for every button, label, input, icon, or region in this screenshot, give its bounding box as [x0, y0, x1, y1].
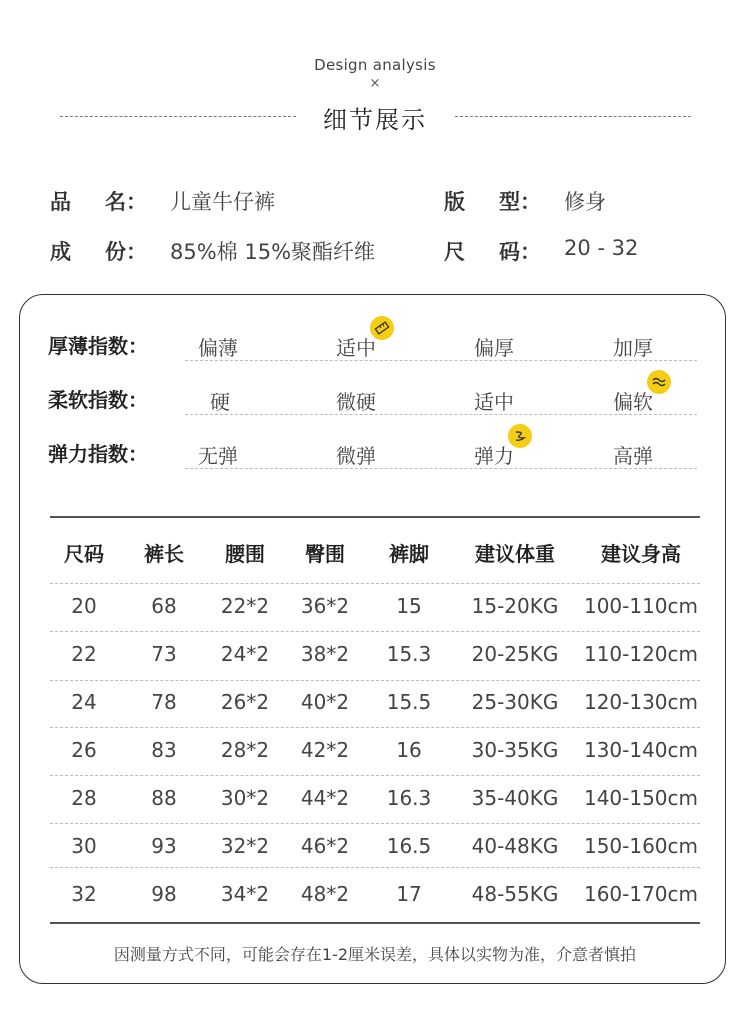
table-cell: 25-30KG [471, 690, 559, 714]
index-option: 适中 [336, 336, 376, 360]
table-row-divider [50, 823, 700, 824]
fit-label: 版 型： [444, 190, 541, 214]
product-name-label: 品 名： [50, 190, 147, 214]
table-cell: 93 [151, 834, 177, 858]
table-cell: 48-55KG [471, 882, 559, 906]
table-cell: 32*2 [220, 834, 270, 858]
table-row-divider [50, 775, 700, 776]
table-cell: 17 [396, 882, 422, 906]
table-cell: 30 [71, 834, 97, 858]
table-cell: 68 [151, 594, 177, 618]
table-row-divider [50, 583, 700, 584]
table-header-cell: 建议体重 [475, 542, 555, 566]
page-title: 细节展示 [323, 106, 427, 134]
table-cell: 24*2 [220, 642, 270, 666]
table-cell: 32 [71, 882, 97, 906]
table-cell: 26 [71, 738, 97, 762]
table-cell: 83 [151, 738, 177, 762]
table-cell: 42*2 [300, 738, 350, 762]
table-cell: 24 [71, 690, 97, 714]
table-row-divider [50, 680, 700, 681]
table-header-cell: 建议身高 [601, 542, 681, 566]
table-cell: 15.5 [386, 690, 432, 714]
table-cell: 88 [151, 786, 177, 810]
times-symbol: × [369, 76, 381, 91]
table-cell: 100-110cm [583, 594, 699, 618]
product-name-value: 儿童牛仔裤 [170, 190, 275, 214]
index-label: 厚薄指数： [48, 334, 148, 358]
table-cell: 38*2 [300, 642, 350, 666]
ruler-icon [370, 316, 394, 340]
table-cell: 44*2 [300, 786, 350, 810]
table-cell: 26*2 [220, 690, 270, 714]
table-cell: 130-140cm [583, 738, 699, 762]
wave-icon [647, 370, 671, 394]
table-cell: 22*2 [220, 594, 270, 618]
table-row-divider [50, 631, 700, 632]
size-range-label: 尺 码： [444, 240, 541, 264]
table-cell: 20 [71, 594, 97, 618]
spring-icon [508, 424, 532, 448]
table-cell: 28 [71, 786, 97, 810]
table-cell: 120-130cm [583, 690, 699, 714]
table-cell: 16.3 [386, 786, 432, 810]
table-cell: 36*2 [300, 594, 350, 618]
table-cell: 73 [151, 642, 177, 666]
table-cell: 15 [396, 594, 422, 618]
index-divider [185, 468, 697, 469]
table-cell: 15-20KG [471, 594, 559, 618]
table-header-cell: 腰围 [225, 542, 265, 566]
table-cell: 30*2 [220, 786, 270, 810]
table-cell: 16 [396, 738, 422, 762]
index-label: 柔软指数： [48, 388, 148, 412]
table-header-cell: 尺码 [64, 542, 104, 566]
index-option: 偏厚 [474, 336, 514, 360]
table-cell: 35-40KG [471, 786, 559, 810]
table-cell: 40-48KG [471, 834, 559, 858]
fit-value: 修身 [564, 190, 606, 214]
table-bottom-border [50, 922, 700, 924]
table-cell: 20-25KG [471, 642, 559, 666]
table-cell: 16.5 [386, 834, 432, 858]
size-range-value: 20 - 32 [564, 236, 639, 260]
table-cell: 30-35KG [471, 738, 559, 762]
table-cell: 15.3 [386, 642, 432, 666]
table-row-divider [50, 867, 700, 868]
index-option: 硬 [210, 390, 230, 414]
table-cell: 46*2 [300, 834, 350, 858]
table-cell: 160-170cm [583, 882, 699, 906]
index-option: 高弹 [613, 444, 653, 468]
index-option: 适中 [474, 390, 514, 414]
table-cell: 98 [151, 882, 177, 906]
index-label: 弹力指数： [48, 442, 148, 466]
index-option: 加厚 [613, 336, 653, 360]
table-cell: 78 [151, 690, 177, 714]
table-cell: 110-120cm [583, 642, 699, 666]
table-cell: 34*2 [220, 882, 270, 906]
composition-label: 成 份： [50, 240, 147, 264]
title-divider-right [455, 116, 691, 117]
table-header-cell: 裤脚 [389, 542, 429, 566]
design-analysis-subtitle: Design analysis [314, 56, 436, 74]
index-option: 微弹 [336, 444, 376, 468]
table-cell: 140-150cm [583, 786, 699, 810]
index-option: 无弹 [198, 444, 238, 468]
table-header-cell: 臀围 [305, 542, 345, 566]
index-divider [185, 414, 697, 415]
index-divider [185, 360, 697, 361]
composition-value: 85%棉 15%聚酯纤维 [170, 240, 376, 264]
table-cell: 48*2 [300, 882, 350, 906]
table-cell: 150-160cm [583, 834, 699, 858]
table-header-cell: 裤长 [144, 542, 184, 566]
table-cell: 40*2 [300, 690, 350, 714]
table-row-divider [50, 727, 700, 728]
index-option: 微硬 [336, 390, 376, 414]
index-option: 弹力 [474, 444, 514, 468]
table-top-border [50, 516, 700, 518]
measurement-note: 因测量方式不同，可能会存在1-2厘米误差，具体以实物为准，介意者慎拍 [113, 945, 637, 964]
table-cell: 28*2 [220, 738, 270, 762]
table-cell: 22 [71, 642, 97, 666]
index-option: 偏薄 [198, 336, 238, 360]
index-option: 偏软 [613, 390, 653, 414]
